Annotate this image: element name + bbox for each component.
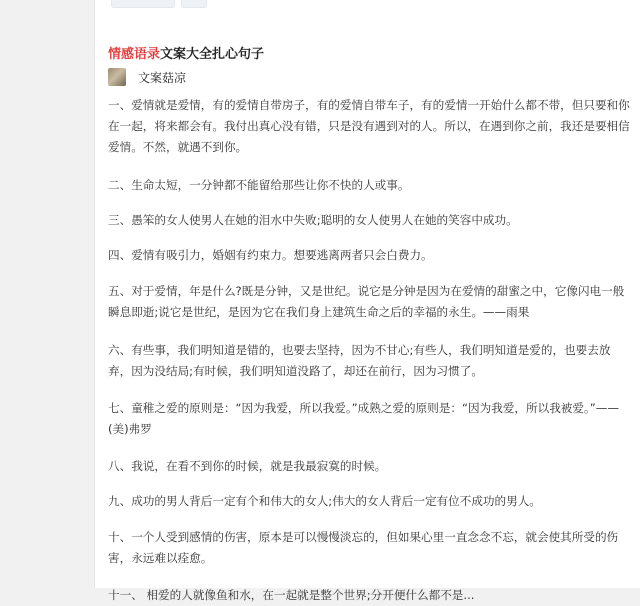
title-highlight: 情感语录 [108,47,161,62]
title-text: 文案大全扎心句子 [160,47,265,62]
article-body [108,95,633,606]
article-panel [94,0,640,602]
avatar[interactable] [108,68,126,86]
toolbar-button[interactable] [111,0,175,8]
article-paragraph: 九、成功的男人背后一定有个和伟大的女人;伟大的女人背后一定有位不成功的男人。 [108,494,541,508]
article-paragraph: 一、爱情就是爱情，有的爱情自带房子，有的爱情自带车子，有的爱情一开始什么都不带，但只要和你在一起，将来都会有。我付出真心没有错，只是没有遇到对的人。所以，在遇到你之前，我还是要相信爱情。不然，就遇不到你。 [108,98,630,154]
article-paragraph: 六、有些事，我们明知道是错的，也要去坚持，因为不甘心;有些人，我们明知道是爱的，也要去放弃，因为没结局;有时候，我们明知道没路了，却还在前行，因为习惯了。 [108,343,611,378]
article-paragraph: 十、一个人受到感情的伤害，原本是可以慢慢淡忘的，但如果心里一直念念不忘，就会使其所受的伤害，永远难以痊愈。 [108,530,619,565]
article-paragraph: 五、对于爱情，年是什么?既是分钟，又是世纪。说它是分钟是因为在爱情的甜蜜之中，它像闪电一般瞬息即逝;说它是世纪，是因为它在我们身上建筑生命之后的幸福的永生。——雨果 [108,284,625,319]
author-name[interactable]: 文案菇凉 [138,71,187,85]
article-paragraph: 四、爱情有吸引力，婚姻有约束力。想要逃离两者只会白费力。 [108,248,433,262]
article-paragraph: 十一、 相爱的人就像鱼和水，在一起就是整个世界;分开便什么都不是... [108,588,475,602]
toolbar-button[interactable] [181,0,207,8]
article-paragraph: 二、生命太短，一分钟都不能留给那些让你不快的人或事。 [108,178,410,192]
article-paragraph: 八、我说，在看不到你的时候，就是我最寂寞的时候。 [108,459,387,473]
article-paragraph: 三、愚笨的女人使男人在她的泪水中失败;聪明的女人使男人在她的笑容中成功。 [108,213,518,227]
article-paragraph: 七、童稚之爱的原则是：“因为我爱，所以我爱。”成熟之爱的原则是：“因为我爱，所以我被爱。”——(美)弗罗 [108,401,619,436]
article-title [108,46,264,63]
top-toolbar [95,0,640,20]
